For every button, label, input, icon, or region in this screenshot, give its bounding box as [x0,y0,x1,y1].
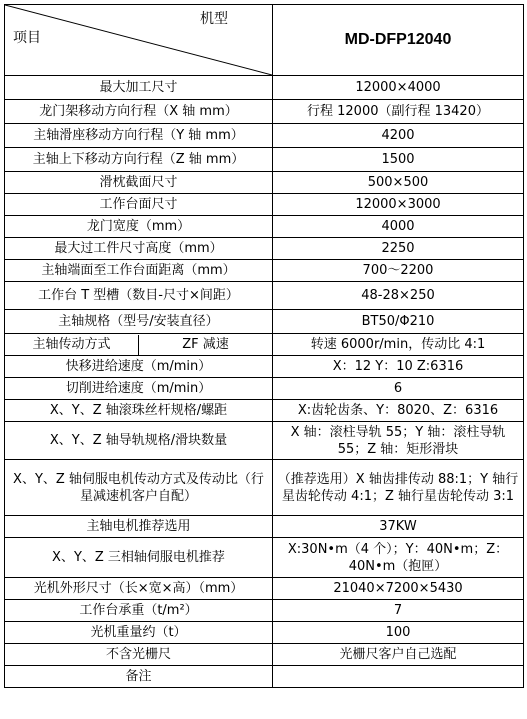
row-item: 工作台承重（t/m²） [5,600,273,622]
row-item: 切削进给速度（m/min） [5,378,273,400]
row-value: 6 [273,378,524,400]
row-item: X、Y、Z 三相轴伺服电机推荐 [5,538,273,578]
table-row [5,538,524,578]
table-row [5,282,524,310]
table-row [5,622,524,644]
row-item: X、Y、Z 轴滚珠丝杆规格/螺距 [5,400,273,422]
row-value: 12000×4000 [273,76,524,100]
row-item: 滑枕截面尺寸 [5,172,273,194]
row-value: 500×500 [273,172,524,194]
row-value: 100 [273,622,524,644]
row-value: 700～2200 [273,260,524,282]
row-item: 最大过工件尺寸高度（mm） [5,238,273,260]
row-value: 37KW [273,516,524,538]
row-value: 2250 [273,238,524,260]
row-value: 7 [273,600,524,622]
table-row [5,516,524,538]
row-value: 21040×7200×5430 [273,578,524,600]
row-item: 主轴规格（型号/安装直径） [5,310,273,334]
row-item-split [5,334,273,356]
table-row [5,422,524,460]
row-value: 转速 6000r/min，传动比 4:1 [273,334,524,356]
header-row [5,5,524,76]
table-row [5,356,524,378]
table-row [5,644,524,666]
row-value: 1500 [273,148,524,172]
model-name: MD-DFP12040 [344,31,452,48]
table-row [5,100,524,124]
header-diagonal-cell [5,5,273,76]
table-row [5,172,524,194]
table-row [5,238,524,260]
table-row [5,578,524,600]
row-value: 光栅尺客户自己选配 [273,644,524,666]
row-item: 不含光栅尺 [5,644,273,666]
table-row [5,666,524,688]
row-value: X 轴：滚柱导轨 55；Y 轴：滚柱导轨 55；Z 轴：矩形滑块 [273,422,524,460]
spec-table [4,4,524,688]
row-item: 主轴电机推荐选用 [5,516,273,538]
table-row [5,310,524,334]
row-value: 4000 [273,216,524,238]
row-value: X:30N•m（4 个）；Y：40N•m；Z：40N•m（抱匣） [273,538,524,578]
table-row [5,194,524,216]
row-item: 主轴滑座移动方向行程（Y 轴 mm） [5,124,273,148]
row-item: 备注 [5,666,273,688]
row-item: 主轴上下移动方向行程（Z 轴 mm） [5,148,273,172]
row-item: 光机重量约（t） [5,622,273,644]
row-value: （推荐选用）X 轴齿排传动 88:1；Y 轴行星齿轮传动 4:1；Z 轴行星齿轮传动 3:1 [273,460,524,516]
row-item: 最大加工尺寸 [5,76,273,100]
table-row [5,378,524,400]
row-item: 龙门架移动方向行程（X 轴 mm） [5,100,273,124]
table-row [5,148,524,172]
row-value: X:齿轮齿条、Y：8020、Z：6316 [273,400,524,422]
table-row [5,334,524,356]
row-value: 48-28×250 [273,282,524,310]
row-item: X、Y、Z 轴导轨规格/滑块数量 [5,422,273,460]
header-model-label: 机型 [200,11,228,27]
table-row [5,76,524,100]
diagonal-line [5,5,272,75]
row-item: 光机外形尺寸（长×宽×高）（mm） [5,578,273,600]
row-value [273,666,524,688]
table-row [5,600,524,622]
row-item: 工作台面尺寸 [5,194,273,216]
row-item: 快移进给速度（m/min） [5,356,273,378]
row-item-extra: ZF 减速 [182,337,229,352]
row-item: 工作台 T 型槽（数目-尺寸×间距） [5,282,273,310]
table-row [5,260,524,282]
row-value: 4200 [273,124,524,148]
model-name-cell [273,5,524,76]
table-row [5,400,524,422]
header-item-label: 项目 [13,30,41,46]
row-item: 主轴传动方式 [32,337,111,352]
row-item: X、Y、Z 轴伺服电机传动方式及传动比（行星减速机客户自配） [5,460,273,516]
row-value: BT50/Φ210 [273,310,524,334]
table-row [5,124,524,148]
row-value: 行程 12000（副行程 13420） [273,100,524,124]
row-item: 龙门宽度（mm） [5,216,273,238]
table-row [5,216,524,238]
row-item: 主轴端面至工作台面距离（mm） [5,260,273,282]
row-value: X：12 Y：10 Z:6316 [273,356,524,378]
table-row [5,460,524,516]
row-value: 12000×3000 [273,194,524,216]
